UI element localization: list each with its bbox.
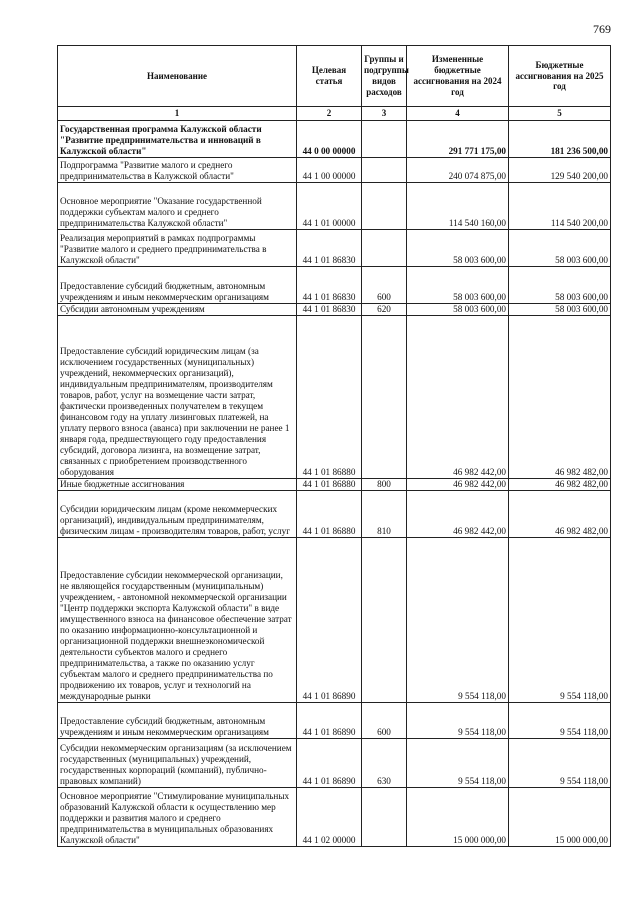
row-name: Основное мероприятие "Оказание государственной поддержки субъектам малого и среднего предпринимательства Калужской области" xyxy=(58,183,297,230)
column-number-row xyxy=(58,107,611,121)
table-row xyxy=(58,788,611,847)
table-row xyxy=(58,267,611,304)
row-amount-2025: 9 554 118,00 xyxy=(509,538,611,703)
row-amount-2024: 58 003 600,00 xyxy=(407,267,509,304)
row-amount-2025: 58 003 600,00 xyxy=(509,304,611,316)
row-amount-2024: 58 003 600,00 xyxy=(407,230,509,267)
budget-table xyxy=(57,45,611,847)
row-amount-2024: 15 000 000,00 xyxy=(407,788,509,847)
row-code: 44 1 02 00000 xyxy=(297,788,362,847)
row-name: Основное мероприятие "Стимулирование муниципальных образований Калужской области к осуществлению мер поддержки и развития малого и среднего предпринимательства в муниципальных образованиях Калужской области" xyxy=(58,788,297,847)
table-row xyxy=(58,183,611,230)
header-budget-2025: Бюджетные ассигнования на 2025 год xyxy=(509,46,611,107)
row-group xyxy=(362,316,407,479)
row-code: 44 1 01 86890 xyxy=(297,703,362,739)
row-group: 810 xyxy=(362,491,407,538)
row-group xyxy=(362,788,407,847)
row-amount-2024: 46 982 442,00 xyxy=(407,316,509,479)
table-row xyxy=(58,739,611,788)
row-amount-2025: 15 000 000,00 xyxy=(509,788,611,847)
row-amount-2024: 9 554 118,00 xyxy=(407,538,509,703)
table-row xyxy=(58,158,611,183)
row-group: 600 xyxy=(362,703,407,739)
header-changed-2024: Измененные бюджетные ассигнования на 2024 год xyxy=(407,46,509,107)
row-amount-2024: 46 982 442,00 xyxy=(407,491,509,538)
row-name: Предоставление субсидий юридическим лицам (за исключением государственных (муниципальных) учреждений, некоммерческих организаций), индивидуальным предпринимателям, производителям товаров, работ, услуг на возмещение части затрат, фактически произведенных получателем в текущем финансовом году на уплату лизинговых платежей, на уплату первого взноса (аванса) при заключении не ранее 1 января года, предшествующего году предоставления субсидий, договора лизинга, на возмещение затрат, связанных с приобретением производственного оборудования xyxy=(58,316,297,479)
row-group xyxy=(362,538,407,703)
row-code: 44 0 00 00000 xyxy=(297,121,362,158)
row-amount-2025: 46 982 482,00 xyxy=(509,479,611,491)
table-row xyxy=(58,703,611,739)
row-code: 44 1 01 86830 xyxy=(297,230,362,267)
row-code: 44 1 01 86890 xyxy=(297,739,362,788)
table-row xyxy=(58,491,611,538)
row-code: 44 1 01 86830 xyxy=(297,267,362,304)
row-code: 44 1 00 00000 xyxy=(297,158,362,183)
row-code: 44 1 01 00000 xyxy=(297,183,362,230)
row-amount-2024: 114 540 160,00 xyxy=(407,183,509,230)
table-row xyxy=(58,316,611,479)
row-group xyxy=(362,230,407,267)
row-amount-2024: 46 982 442,00 xyxy=(407,479,509,491)
col-number: 5 xyxy=(509,107,611,121)
row-name: Субсидии некоммерческим организациям (за исключением государственных (муниципальных) учреждений, государственных корпораций (компаний), публично-правовых компаний) xyxy=(58,739,297,788)
row-amount-2024: 291 771 175,00 xyxy=(407,121,509,158)
row-group: 630 xyxy=(362,739,407,788)
col-number: 3 xyxy=(362,107,407,121)
row-amount-2025: 114 540 200,00 xyxy=(509,183,611,230)
row-amount-2025: 46 982 482,00 xyxy=(509,316,611,479)
row-amount-2024: 9 554 118,00 xyxy=(407,703,509,739)
row-amount-2025: 58 003 600,00 xyxy=(509,267,611,304)
row-amount-2025: 129 540 200,00 xyxy=(509,158,611,183)
row-code: 44 1 01 86880 xyxy=(297,491,362,538)
row-group xyxy=(362,121,407,158)
row-amount-2025: 9 554 118,00 xyxy=(509,739,611,788)
row-name: Предоставление субсидии некоммерческой организации, не являющейся государственным (муниципальным) учреждением, - автономной некоммерческой организации "Центр поддержки экспорта Калужской области" в виде имущественного взноса на финансовое обеспечение затрат по оказанию информационно-консультационной и организационной поддержки внешнеэкономической деятельности субъектов малого и среднего предпринимательства, а также по оказанию услуг субъектам малого и среднего предпринимательства по продвижению их товаров, услуг и технологий на международные рынки xyxy=(58,538,297,703)
header-row xyxy=(58,46,611,107)
col-number: 4 xyxy=(407,107,509,121)
row-amount-2024: 58 003 600,00 xyxy=(407,304,509,316)
page-number: 769 xyxy=(593,22,611,36)
row-name: Иные бюджетные ассигнования xyxy=(58,479,297,491)
row-name: Предоставление субсидий бюджетным, автономным учреждениям и иным некоммерческим организациям xyxy=(58,267,297,304)
row-name: Предоставление субсидий бюджетным, автономным учреждениям и иным некоммерческим организациям xyxy=(58,703,297,739)
row-name: Субсидии юридическим лицам (кроме некоммерческих организаций), индивидуальным предпринимателям, физическим лицам - производителям товаров, работ, услуг xyxy=(58,491,297,538)
row-code: 44 1 01 86890 xyxy=(297,538,362,703)
col-number: 2 xyxy=(297,107,362,121)
row-group xyxy=(362,183,407,230)
table-row xyxy=(58,538,611,703)
table-row xyxy=(58,304,611,316)
row-code: 44 1 01 86830 xyxy=(297,304,362,316)
row-amount-2025: 9 554 118,00 xyxy=(509,703,611,739)
col-number: 1 xyxy=(58,107,297,121)
row-amount-2025: 58 003 600,00 xyxy=(509,230,611,267)
row-amount-2025: 46 982 482,00 xyxy=(509,491,611,538)
table-row xyxy=(58,121,611,158)
row-amount-2025: 181 236 500,00 xyxy=(509,121,611,158)
row-code: 44 1 01 86880 xyxy=(297,316,362,479)
row-group: 800 xyxy=(362,479,407,491)
row-name: Реализация мероприятий в рамках подпрограммы "Развитие малого и среднего предпринимательства в Калужской области" xyxy=(58,230,297,267)
row-group: 600 xyxy=(362,267,407,304)
table-row xyxy=(58,479,611,491)
table-row xyxy=(58,230,611,267)
header-group: Группы и подгруппы видов расходов xyxy=(362,46,407,107)
row-group: 620 xyxy=(362,304,407,316)
row-name: Государственная программа Калужской области "Развитие предпринимательства и инноваций в Калужской области" xyxy=(58,121,297,158)
row-group xyxy=(362,158,407,183)
row-amount-2024: 240 074 875,00 xyxy=(407,158,509,183)
row-amount-2024: 9 554 118,00 xyxy=(407,739,509,788)
header-code: Целевая статья xyxy=(297,46,362,107)
header-name: Наименование xyxy=(58,46,297,107)
row-name: Подпрограмма "Развитие малого и среднего предпринимательства в Калужской области" xyxy=(58,158,297,183)
row-code: 44 1 01 86880 xyxy=(297,479,362,491)
row-name: Субсидии автономным учреждениям xyxy=(58,304,297,316)
